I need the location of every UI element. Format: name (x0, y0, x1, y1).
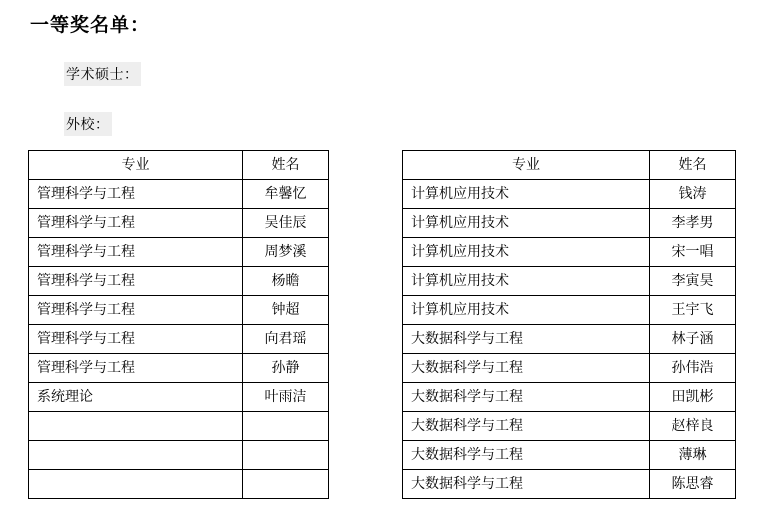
section-subhead-school-origin: 外校： (64, 112, 112, 136)
table-header-row (29, 151, 329, 180)
cell-major (29, 441, 243, 470)
table-row (29, 180, 329, 209)
cell-name: 田凯彬 (650, 383, 736, 412)
table-row (403, 180, 736, 209)
table-header-row (403, 151, 736, 180)
column-header-name: 姓名 (243, 151, 329, 180)
table-row (29, 412, 329, 441)
cell-major: 管理科学与工程 (29, 354, 243, 383)
cell-major: 管理科学与工程 (29, 180, 243, 209)
cell-name: 孙静 (243, 354, 329, 383)
table-row (29, 238, 329, 267)
awards-tables-container (28, 150, 734, 499)
cell-major: 管理科学与工程 (29, 325, 243, 354)
table-row (403, 383, 736, 412)
table-row (29, 441, 329, 470)
table-row (29, 470, 329, 499)
cell-name: 杨瞻 (243, 267, 329, 296)
cell-major (29, 412, 243, 441)
table-row (403, 412, 736, 441)
cell-name (243, 412, 329, 441)
table-row (29, 267, 329, 296)
cell-major: 管理科学与工程 (29, 296, 243, 325)
table-row (403, 441, 736, 470)
cell-name: 李孝男 (650, 209, 736, 238)
cell-name: 钱涛 (650, 180, 736, 209)
table-row (403, 325, 736, 354)
cell-name: 宋一唱 (650, 238, 736, 267)
cell-major: 计算机应用技术 (403, 180, 650, 209)
cell-name: 吴佳辰 (243, 209, 329, 238)
section-subhead-degree-type: 学术硕士： (64, 62, 141, 86)
cell-major: 大数据科学与工程 (403, 470, 650, 499)
cell-name (243, 441, 329, 470)
awards-table-left (28, 150, 329, 499)
cell-major: 大数据科学与工程 (403, 412, 650, 441)
cell-name: 叶雨洁 (243, 383, 329, 412)
cell-major: 计算机应用技术 (403, 296, 650, 325)
cell-name: 钟超 (243, 296, 329, 325)
awards-table-right (402, 150, 736, 499)
table-row (403, 238, 736, 267)
cell-major: 计算机应用技术 (403, 209, 650, 238)
table-row (29, 383, 329, 412)
page-title: 一等奖名单： (30, 14, 151, 36)
cell-major: 大数据科学与工程 (403, 441, 650, 470)
table-row (403, 209, 736, 238)
table-row (403, 470, 736, 499)
cell-name: 陈思睿 (650, 470, 736, 499)
table-row (29, 209, 329, 238)
column-header-major: 专业 (403, 151, 650, 180)
cell-name: 牟馨忆 (243, 180, 329, 209)
cell-major: 管理科学与工程 (29, 238, 243, 267)
table-row (29, 354, 329, 383)
cell-name: 周梦溪 (243, 238, 329, 267)
column-header-name: 姓名 (650, 151, 736, 180)
cell-major: 管理科学与工程 (29, 209, 243, 238)
cell-name (243, 470, 329, 499)
cell-name: 林子涵 (650, 325, 736, 354)
cell-major: 大数据科学与工程 (403, 383, 650, 412)
cell-major: 大数据科学与工程 (403, 325, 650, 354)
cell-major: 系统理论 (29, 383, 243, 412)
cell-major: 管理科学与工程 (29, 267, 243, 296)
table-row (29, 296, 329, 325)
cell-name: 李寅昊 (650, 267, 736, 296)
cell-major: 计算机应用技术 (403, 238, 650, 267)
table-row (403, 354, 736, 383)
cell-name: 赵梓良 (650, 412, 736, 441)
table-row (403, 267, 736, 296)
cell-major: 大数据科学与工程 (403, 354, 650, 383)
cell-name: 孙伟浩 (650, 354, 736, 383)
cell-name: 王宇飞 (650, 296, 736, 325)
cell-name: 向君瑶 (243, 325, 329, 354)
table-row (403, 296, 736, 325)
table-row (29, 325, 329, 354)
cell-major (29, 470, 243, 499)
cell-major: 计算机应用技术 (403, 267, 650, 296)
column-header-major: 专业 (29, 151, 243, 180)
cell-name: 薄琳 (650, 441, 736, 470)
